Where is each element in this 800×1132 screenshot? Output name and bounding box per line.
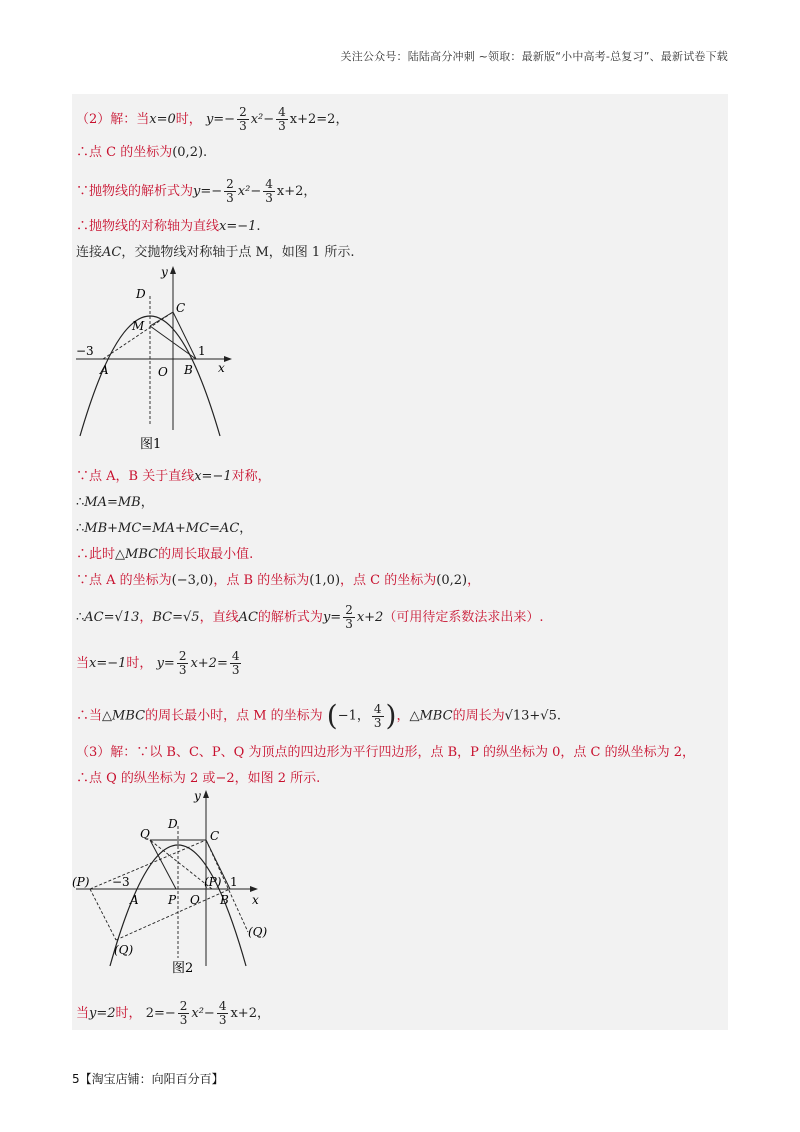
expr: 2=− [145, 1006, 176, 1021]
label-x: x [218, 361, 225, 375]
solution-panel [72, 94, 728, 1030]
line-15 [76, 770, 320, 788]
expr: x=0 [149, 112, 176, 127]
line-5 [76, 244, 354, 262]
expr: (1,0) [309, 573, 341, 588]
line-13 [76, 699, 561, 732]
label-A: A [100, 363, 109, 377]
label-A: A [130, 893, 139, 907]
text: ， [467, 573, 481, 588]
expr: x+2= [190, 656, 228, 671]
text: ， [140, 495, 154, 510]
text: ，直线 [199, 610, 239, 625]
expr: x=−1 [89, 656, 127, 671]
expr: MA=MB [84, 495, 141, 510]
fraction: $\frac{4}{3}$ [231, 649, 240, 677]
label-Q: Q [140, 827, 150, 841]
label-Q-bottom: (Q) [114, 943, 134, 957]
line-12 [76, 650, 243, 677]
fraction: $\frac{4}{3}$ [373, 701, 382, 730]
text: ∴ [76, 610, 85, 625]
text: ∴点 C 的坐标为 [76, 145, 173, 160]
y-axis-arrow [203, 790, 209, 798]
label-B: B [220, 893, 229, 907]
expr: △MBC [102, 708, 146, 724]
label-minus-3: −3 [76, 344, 94, 358]
expr: x²− [237, 184, 262, 199]
expr: △MBC [409, 708, 453, 724]
segment-P1-Q3 [90, 889, 116, 940]
expr: y=− [205, 112, 236, 127]
line-9 [76, 546, 253, 564]
page-header: 关注公众号：陆陆高分冲刺 ~领取：最新版“小中高考-总复习”、最新试卷下载 [340, 50, 728, 63]
text: ， [139, 610, 153, 625]
segment-P2-Q [150, 840, 212, 889]
fraction: $\frac{4}{3}$ [218, 999, 227, 1027]
line-10 [76, 572, 480, 590]
expr: x+2=2， [289, 112, 349, 127]
line-4 [76, 218, 261, 236]
label-P-right: (P) [204, 875, 222, 889]
expr: x²− [191, 1006, 215, 1021]
label-P-left: (P) [72, 875, 90, 889]
text: （可用待定系数法求出来）. [383, 610, 544, 625]
line-14 [76, 744, 695, 762]
expr: (0,2) [436, 573, 468, 588]
line-7 [76, 494, 154, 512]
text: ∴点 Q 的纵坐标为 2 或−2，如图 2 所示. [76, 771, 321, 786]
label-1: 1 [230, 875, 238, 889]
expr: y=− [193, 184, 223, 199]
text: ，点 C 的坐标为 [340, 573, 437, 588]
line-11 [76, 604, 543, 631]
paren-close: ) [385, 699, 397, 732]
fraction: $\frac{4}{3}$ [278, 105, 286, 133]
fraction: $\frac{2}{3}$ [179, 999, 188, 1027]
text: ， [396, 708, 410, 724]
x-axis-arrow [250, 886, 258, 892]
fraction: $\frac{2}{3}$ [178, 649, 187, 677]
label-Q-right: (Q) [248, 925, 268, 939]
label-M: M [132, 319, 145, 333]
expr: x=−1 [194, 469, 232, 484]
text: （3）解：∵以 B、C、P、Q 为顶点的四边形为平行四边形，点 B，P 的纵坐标为 0，点 C 的纵坐标为 2， [76, 745, 696, 760]
label-x: x [252, 893, 259, 907]
label-1: 1 [198, 344, 206, 358]
expr: y= [322, 610, 342, 625]
line-3 [76, 178, 316, 205]
label-D: D [168, 817, 178, 831]
text: 当 [76, 1006, 90, 1021]
label-D: D [136, 287, 146, 301]
expr: x²− [250, 112, 275, 127]
label-B: B [184, 363, 193, 377]
text: ∵点 A 的坐标为 [76, 573, 172, 588]
label-C: C [210, 829, 220, 843]
text: . [256, 219, 261, 234]
text: 时， [115, 1006, 142, 1021]
expr: BC=√5 [152, 610, 200, 625]
caption: 图1 [140, 437, 162, 452]
line-16 [76, 1000, 270, 1027]
text: 时， [126, 656, 153, 671]
line-2 [76, 144, 207, 162]
expr: AC [102, 245, 122, 260]
expr: (−3,0) [171, 573, 214, 588]
expr: x=−1 [219, 219, 257, 234]
expr: △MBC [115, 547, 159, 562]
expr: y= [156, 656, 175, 671]
fraction: $\frac{2}{3}$ [239, 105, 247, 133]
text: ∴此时 [76, 547, 116, 562]
label-y: y [194, 789, 201, 803]
figure-1 [72, 264, 242, 456]
y-axis-arrow [170, 266, 176, 274]
fraction: $\frac{4}{3}$ [265, 177, 273, 205]
text: ∴ [76, 521, 85, 536]
text: 的周长为 [452, 708, 505, 724]
text: ∵点 A，B 关于直线 [76, 469, 195, 484]
x-axis-arrow [224, 356, 232, 362]
caption: 图2 [172, 961, 194, 976]
expr: x+2 [356, 610, 384, 625]
line-6 [76, 468, 271, 486]
figure-2 [72, 788, 272, 980]
fraction: $\frac{2}{3}$ [226, 177, 234, 205]
text: ∵抛物线的解析式为 [76, 184, 194, 199]
text: ∴ [76, 495, 85, 510]
text: ∴当 [76, 708, 103, 724]
text: . [556, 708, 561, 724]
label-C: C [176, 301, 186, 315]
text: 当 [76, 656, 90, 671]
text: （2）解：当 [76, 112, 150, 127]
expr: x+2， [230, 1006, 270, 1021]
text: ∴抛物线的对称轴为直线 [76, 219, 220, 234]
paren-open: ( [326, 699, 338, 732]
text: 连接 [76, 245, 103, 260]
segment-QP [150, 840, 176, 889]
label-y: y [161, 265, 168, 279]
expr: AC [238, 610, 258, 625]
expr: y=2 [89, 1006, 116, 1021]
text: 的周长最小时，点 M 的坐标为 [145, 708, 323, 724]
text: 对称， [231, 469, 271, 484]
text: 的周长取最小值. [158, 547, 254, 562]
segment-CB [173, 312, 196, 359]
expr: (0,2) [172, 145, 204, 160]
line-1 [76, 106, 348, 133]
text: 的解析式为 [257, 610, 323, 625]
label-O: O [190, 893, 200, 907]
expr: MB+MC=MA+MC=AC [84, 521, 240, 536]
label-minus-3: −3 [112, 875, 130, 889]
expr: x+2， [276, 184, 317, 199]
label-O: O [158, 365, 168, 379]
fraction: $\frac{2}{3}$ [345, 603, 353, 631]
page-footer: 5【淘宝店铺：向阳百分百】 [72, 1072, 224, 1086]
text: 时， [175, 112, 202, 127]
text: . [203, 145, 208, 160]
line-8 [76, 520, 252, 538]
segment-MC [150, 312, 173, 326]
expr: AC=√13 [84, 610, 140, 625]
text: ，交抛物线对称轴于点 M，如图 1 所示. [121, 245, 355, 260]
segment-P1-C [90, 840, 206, 889]
text: ， [239, 521, 253, 536]
label-P: P [168, 893, 177, 907]
text: ，点 B 的坐标为 [213, 573, 310, 588]
expr: √13+√5 [504, 708, 557, 724]
expr: −1， [337, 708, 370, 724]
